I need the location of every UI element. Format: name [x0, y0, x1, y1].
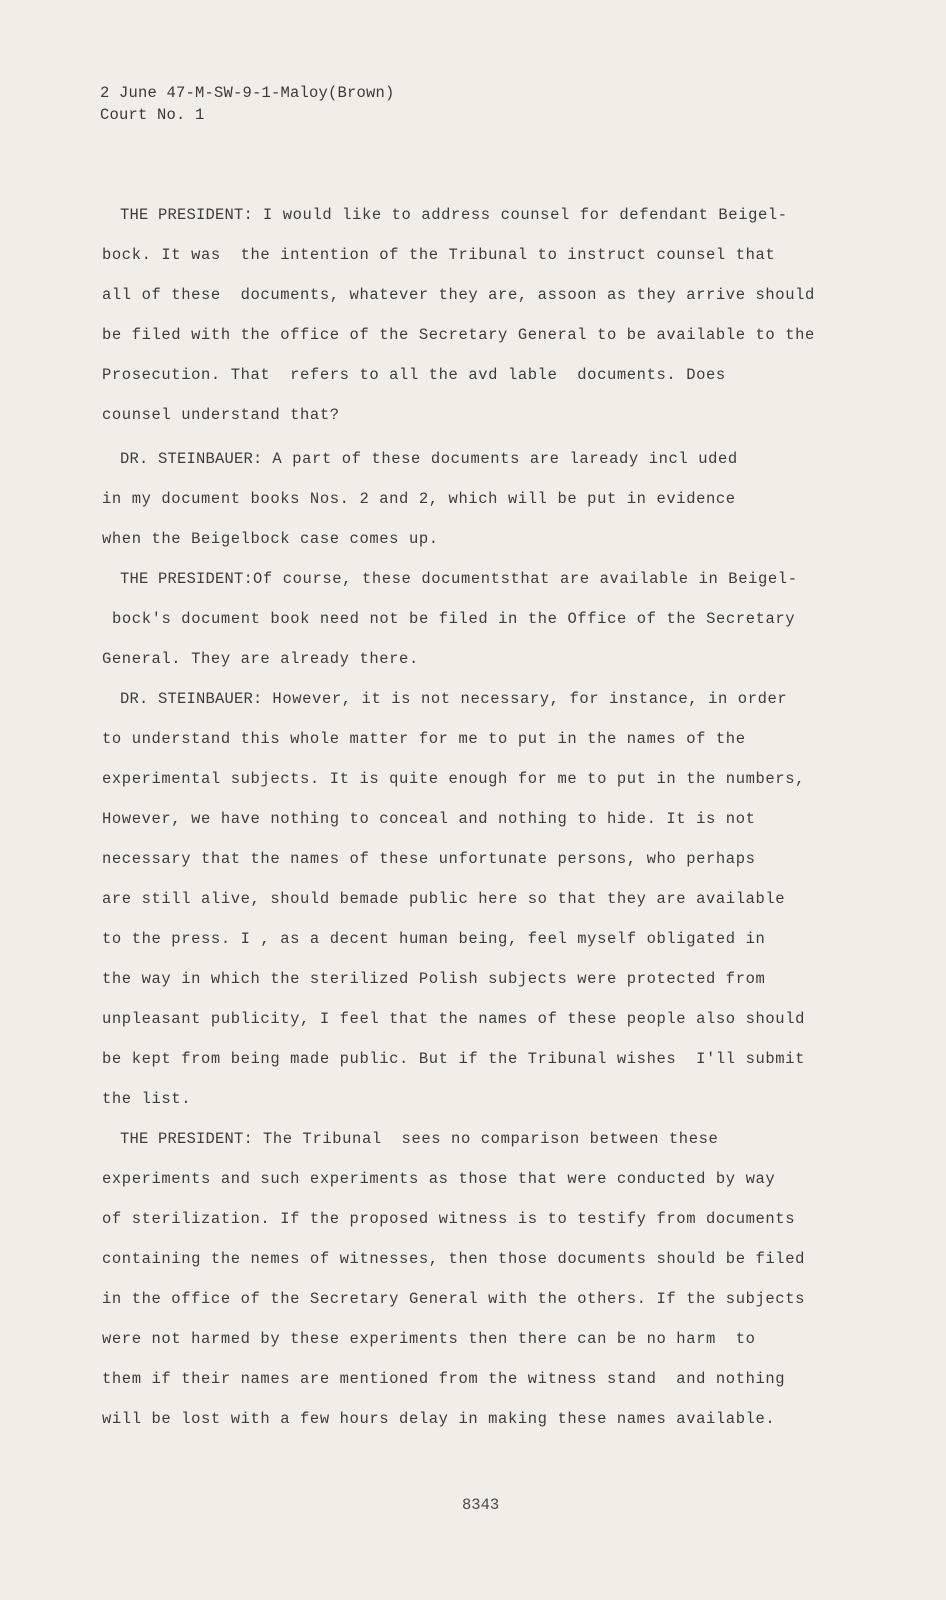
transcript-line: unpleasant publicity, I feel that the names of these people also should: [102, 1010, 806, 1028]
transcript-line: in the office of the Secretary General with the others. If the subjects: [102, 1290, 806, 1308]
transcript-line: counsel understand that?: [102, 406, 340, 424]
transcript-line: bock. It was the intention of the Tribunal to instruct counsel that: [102, 246, 776, 264]
document-header: [100, 82, 395, 126]
transcript-line: the way in which the sterilized Polish subjects were protected from: [102, 970, 766, 988]
transcript-line: be filed with the office of the Secretary General to be available to the: [102, 326, 815, 344]
transcript-line: However, we have nothing to conceal and nothing to hide. It is not: [102, 810, 756, 828]
speaker-label: DR. STEINBAUER:: [120, 450, 263, 468]
transcript-line: bock's document book need not be filed in the Office of the Secretary: [112, 610, 796, 628]
transcript-line: Prosecution. That refers to all the avd lable documents. Does: [102, 366, 726, 384]
transcript-line: General. They are already there.: [102, 650, 419, 668]
transcript-line: are still alive, should bemade public here so that they are available: [102, 890, 786, 908]
speaker-label: THE PRESIDENT:: [120, 1130, 254, 1148]
transcript-line: containing the nemes of witnesses, then those documents should be filed: [102, 1250, 806, 1268]
transcript-line: necessary that the names of these unfortunate persons, who perhaps: [102, 850, 756, 868]
transcript-line: experimental subjects. It is quite enough for me to put in the numbers,: [102, 770, 806, 788]
transcript-line: THE PRESIDENT:Of course, these documentsthat are available in Beigel-: [120, 570, 798, 588]
page-number: 8343: [462, 1496, 500, 1514]
transcript-line: experiments and such experiments as those that were conducted by way: [102, 1170, 776, 1188]
transcript-line: will be lost with a few hours delay in making these names available.: [102, 1410, 776, 1428]
transcript-line: THE PRESIDENT: The Tribunal sees no comparison between these: [120, 1130, 719, 1148]
transcript-line: THE PRESIDENT: I would like to address counsel for defendant Beigel-: [120, 206, 788, 224]
transcript-line: them if their names are mentioned from the witness stand and nothing: [102, 1370, 786, 1388]
transcript-line: of sterilization. If the proposed witness is to testify from documents: [102, 1210, 796, 1228]
transcript-line: to understand this whole matter for me to put in the names of the: [102, 730, 746, 748]
transcript-line: DR. STEINBAUER: However, it is not necessary, for instance, in order: [120, 690, 788, 708]
transcript-line: when the Beigelbock case comes up.: [102, 530, 439, 548]
transcript-line: be kept from being made public. But if the Tribunal wishes I'll submit: [102, 1050, 806, 1068]
header-session-line: 2 June 47-M-SW-9-1-Maloy(Brown): [100, 84, 395, 102]
transcript-line: all of these documents, whatever they are, assoon as they arrive should: [102, 286, 815, 304]
transcript-line: to the press. I , as a decent human being, feel myself obligated in: [102, 930, 766, 948]
transcript-line: the list.: [102, 1090, 192, 1108]
transcript-line: were not harmed by these experiments then there can be no harm to: [102, 1330, 756, 1348]
speaker-label: DR. STEINBAUER:: [120, 690, 263, 708]
transcript-line: in my document books Nos. 2 and 2, which will be put in evidence: [102, 490, 736, 508]
transcript-line: DR. STEINBAUER: A part of these documents are laready incl uded: [120, 450, 738, 468]
speaker-label: THE PRESIDENT:: [120, 570, 254, 588]
header-court-line: Court No. 1: [100, 106, 205, 124]
speaker-label: THE PRESIDENT:: [120, 206, 254, 224]
